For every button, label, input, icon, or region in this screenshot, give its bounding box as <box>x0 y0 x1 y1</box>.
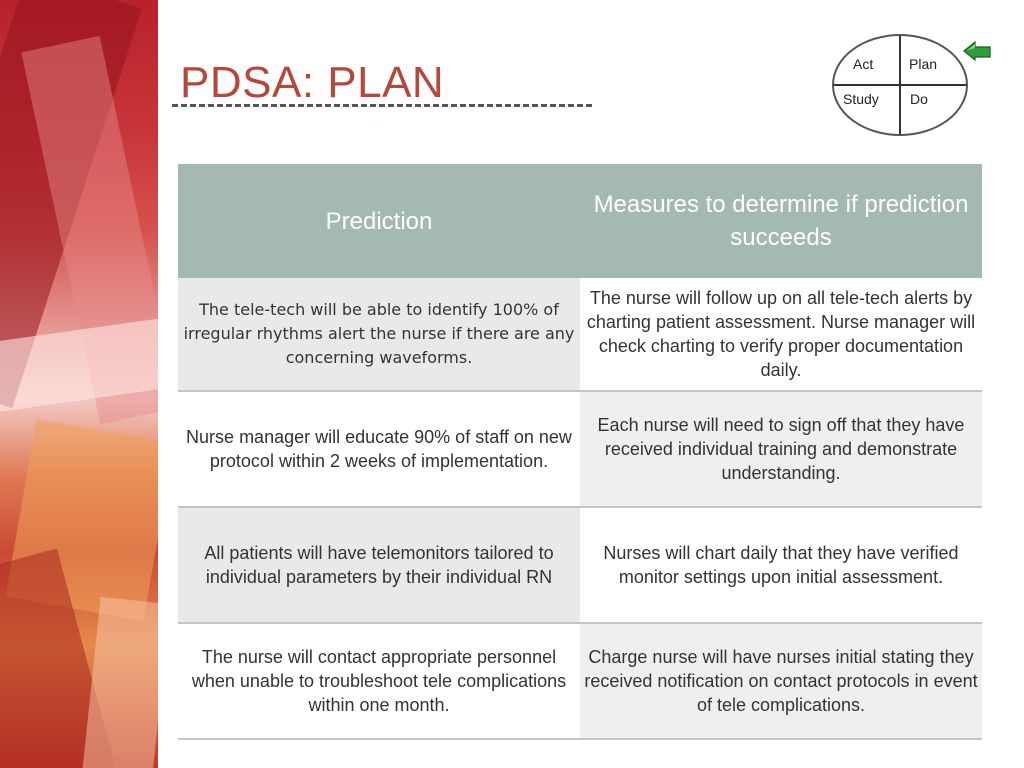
title-divider <box>172 104 592 107</box>
prediction-cell: Nurse manager will educate 90% of staff on new protocol within 2 weeks of implementation. <box>178 392 580 506</box>
header-measures: Measures to determine if prediction succeeds <box>593 191 969 251</box>
green-arrow-icon[interactable] <box>962 40 992 62</box>
decorative-side-panel <box>0 0 158 768</box>
measure-cell: Nurses will chart daily that they have verified monitor settings upon initial assessment. <box>580 508 982 622</box>
measure-cell: Each nurse will need to sign off that they have received individual training and demonstrate understanding. <box>580 392 982 506</box>
table-row <box>178 392 982 508</box>
slide-title: PDSA: PLAN <box>180 58 445 107</box>
cycle-study-label: Study <box>843 91 879 107</box>
pdsa-plan-table <box>178 164 982 740</box>
prediction-cell: The tele-tech will be able to identify 100% of irregular rhythms alert the nurse if there are any concerning waveforms. <box>178 278 580 390</box>
prediction-cell: All patients will have telemonitors tailored to individual parameters by their individual RN <box>178 508 580 622</box>
table-header <box>178 164 982 278</box>
table-row <box>178 508 982 624</box>
table-row <box>178 278 982 392</box>
measure-cell: The nurse will follow up on all tele-tech alerts by charting patient assessment. Nurse manager will check charting to verify proper documentation daily. <box>580 278 982 390</box>
cycle-act-label: Act <box>853 56 874 72</box>
header-prediction: Prediction <box>325 207 433 235</box>
table-row <box>178 624 982 740</box>
prediction-cell: The nurse will contact appropriate personnel when unable to troubleshoot tele complications within one month. <box>178 624 580 738</box>
cycle-plan-label: Plan <box>909 56 938 72</box>
pdsa-cycle-diagram <box>832 34 968 136</box>
measure-cell: Charge nurse will have nurses initial stating they received notification on contact protocols in event of tele complications. <box>580 624 982 738</box>
cycle-do-label: Do <box>910 91 928 107</box>
